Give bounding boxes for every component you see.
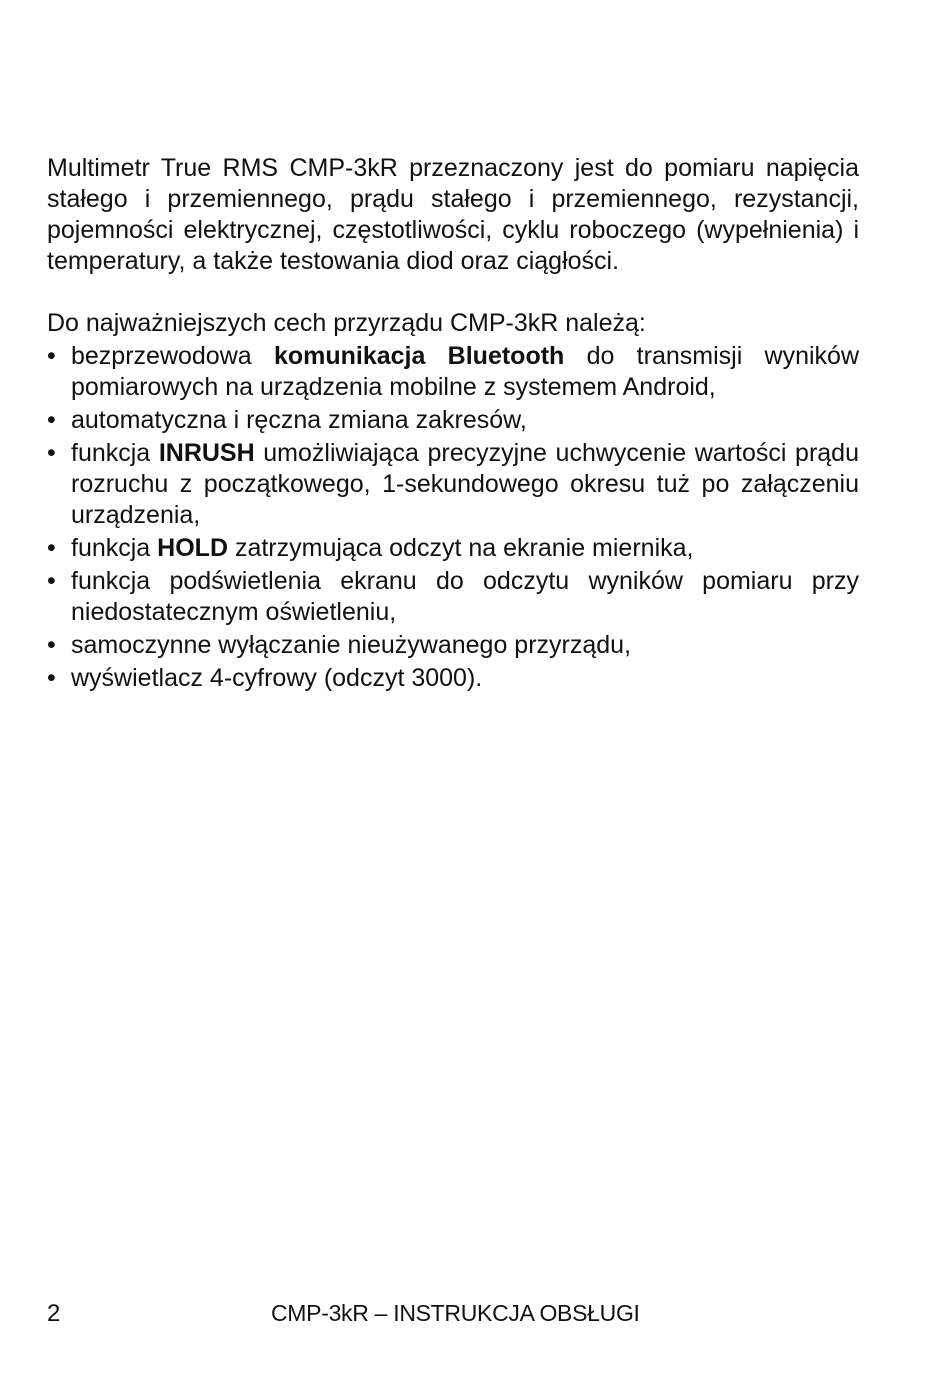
feature-text: umożliwiająca precyzyjne uchwycenie wartości prądu rozruchu z początkowego, 1-sekundowego okresu tuż po załączeniu urządzenia, [71,439,859,529]
page-footer [0,1300,950,1334]
feature-text: bezprzewodowa [71,342,274,370]
bullet-icon: • [47,342,56,370]
feature-highlight: komunikacja Bluetooth [273,342,565,370]
feature-list [47,341,859,694]
feature-text: wyświetlacz 4-cyfrowy (odczyt 3000). [71,664,483,692]
feature-text: funkcja [71,439,159,467]
bullet-icon: • [47,406,56,434]
feature-text: funkcja podświetlenia ekranu do odczytu wyników pomiaru przy niedostatecznym oświetleniu, [71,567,859,626]
document-title: CMP-3kR – INSTRUKCJA OBSŁUGI [271,1300,640,1326]
bullet-icon: • [47,439,56,467]
features-heading: Do najważniejszych cech przyrządu CMP-3kR należą: [47,309,646,337]
feature-text: automatyczna i ręczna zmiana zakresów, [71,406,527,434]
feature-item [47,630,859,661]
feature-text: funkcja [71,534,158,562]
bullet-icon: • [47,567,56,595]
feature-item [47,566,859,628]
feature-item [47,663,859,694]
bullet-icon: • [47,534,56,562]
bullet-icon: • [47,631,56,659]
feature-item [47,405,859,436]
page-content [47,153,859,694]
page-number: 2 [47,1300,61,1327]
feature-item [47,341,859,403]
feature-highlight: HOLD [157,534,228,562]
feature-text: do transmisji wyników pomiarowych na urządzenia mobilne z systemem Android, [71,342,859,401]
feature-text: zatrzymująca odczyt na ekranie miernika, [228,534,694,562]
feature-text: samoczynne wyłączanie nieużywanego przyrządu, [71,631,632,659]
feature-item [47,438,859,531]
feature-highlight: INRUSH [158,439,255,467]
bullet-icon: • [47,664,56,692]
intro-paragraph: Multimetr True RMS CMP-3kR przeznaczony jest do pomiaru napięcia stałego i przemiennego, prądu stałego i przemiennego, rezystancji, pojemności elektrycznej, częstotliwości, cyklu roboczego (wypełnienia) i temperatury, a także testowania diod oraz ciągłości. [47,154,859,275]
feature-item [47,533,859,564]
